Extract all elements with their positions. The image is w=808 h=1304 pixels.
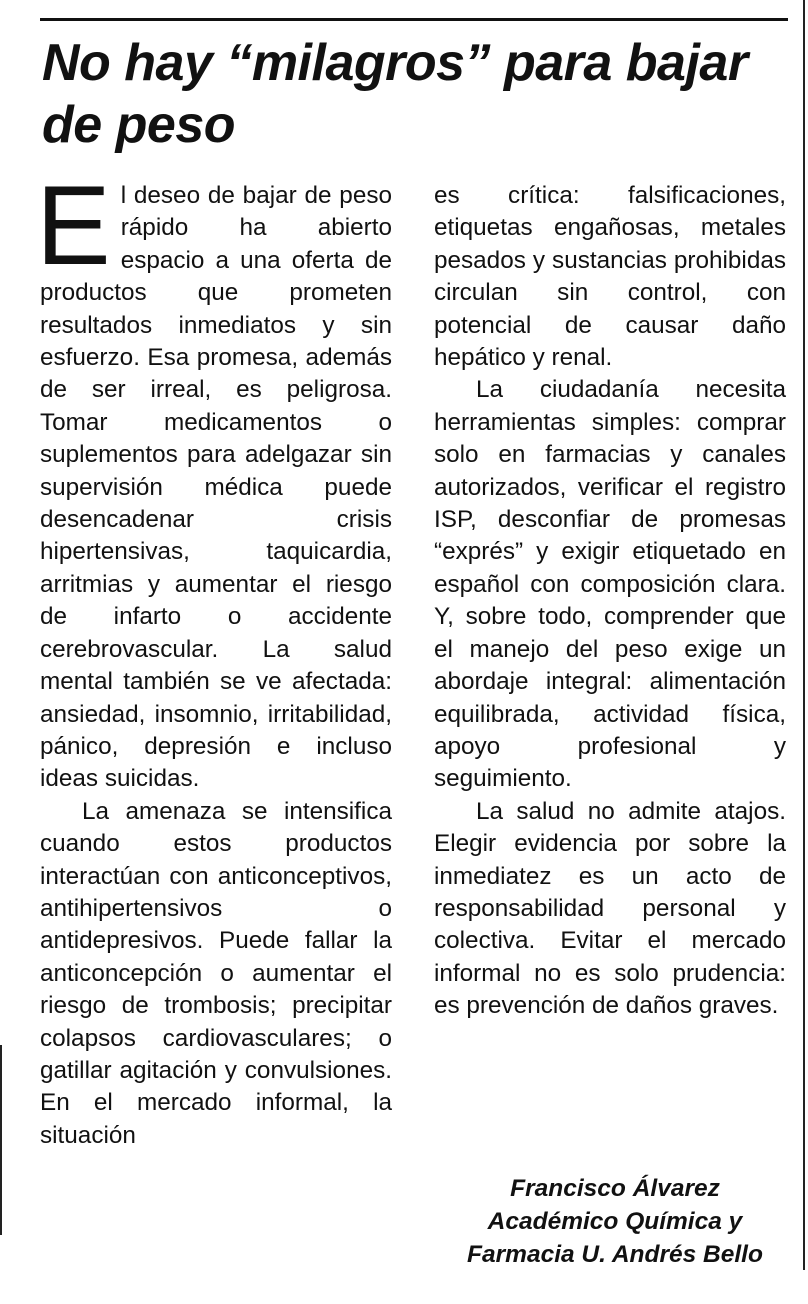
article-column-left xyxy=(36,163,392,1152)
paragraph-4: La ciudadanía necesita herramientas simples: comprar solo en farmacias y canales autorizados, verificar el registro ISP, desconfiar de promesas “exprés” y exigir etiquetado en español con composición clara. Y, sobre todo, comprender que el manejo del peso exige un abordaje integral: alimentación equilibrada, actividad física, apoyo profesional y seguimiento. xyxy=(434,376,786,793)
author-role: Académico Química y xyxy=(487,1208,743,1235)
author-signature xyxy=(420,1172,808,1271)
article-column-right xyxy=(434,180,786,1023)
paragraph-3: es crítica: falsificaciones, etiquetas engañosas, metales pesados y sustancias prohibidas circulan sin control, con potencial de causar daño hepático y renal. xyxy=(434,182,786,372)
paragraph-1-text: l deseo de bajar de peso rápido ha abierto espacio a una oferta de productos que prometen resultados inmediatos y sin esfuerzo. Esa promesa, además de ser irreal, es peligrosa. Tomar medicamentos o suplementos para adelgazar sin supervisión médica puede desencadenar crisis hipertensivas, taquicardia, arritmias y aumentar el riesgo de infarto o accidente cerebrovascular. La salud mental también se ve afectada: ansiedad, insomnio, irritabilidad, pánico, depresión e incluso ideas suicidas. xyxy=(40,182,392,793)
author-name: Francisco Álvarez xyxy=(510,1175,720,1202)
article-title: No hay “milagros” para bajar de peso xyxy=(42,34,748,154)
top-rule xyxy=(40,18,788,21)
paragraph-1 xyxy=(36,163,392,796)
paragraph-2: La amenaza se intensifica cuando estos productos interactúan con anticonceptivos, antihipertensivos o antidepresivos. Puede fallar la anticoncepción o aumentar el riesgo de trombosis; precipitar colapsos cardiovasculares; o gatillar agitación y convulsiones. En el mercado informal, la situación xyxy=(40,797,392,1149)
column-rule xyxy=(803,0,805,1270)
paragraph-5: La salud no admite atajos. Elegir evidencia por sobre la inmediatez es un acto de responsabilidad personal y colectiva. Evitar el mercado informal no es solo prudencia: es prevención de daños graves. xyxy=(434,797,786,1020)
left-edge-rule xyxy=(0,1045,2,1235)
author-institution: Farmacia U. Andrés Bello xyxy=(467,1241,763,1268)
drop-cap: E xyxy=(36,163,111,288)
